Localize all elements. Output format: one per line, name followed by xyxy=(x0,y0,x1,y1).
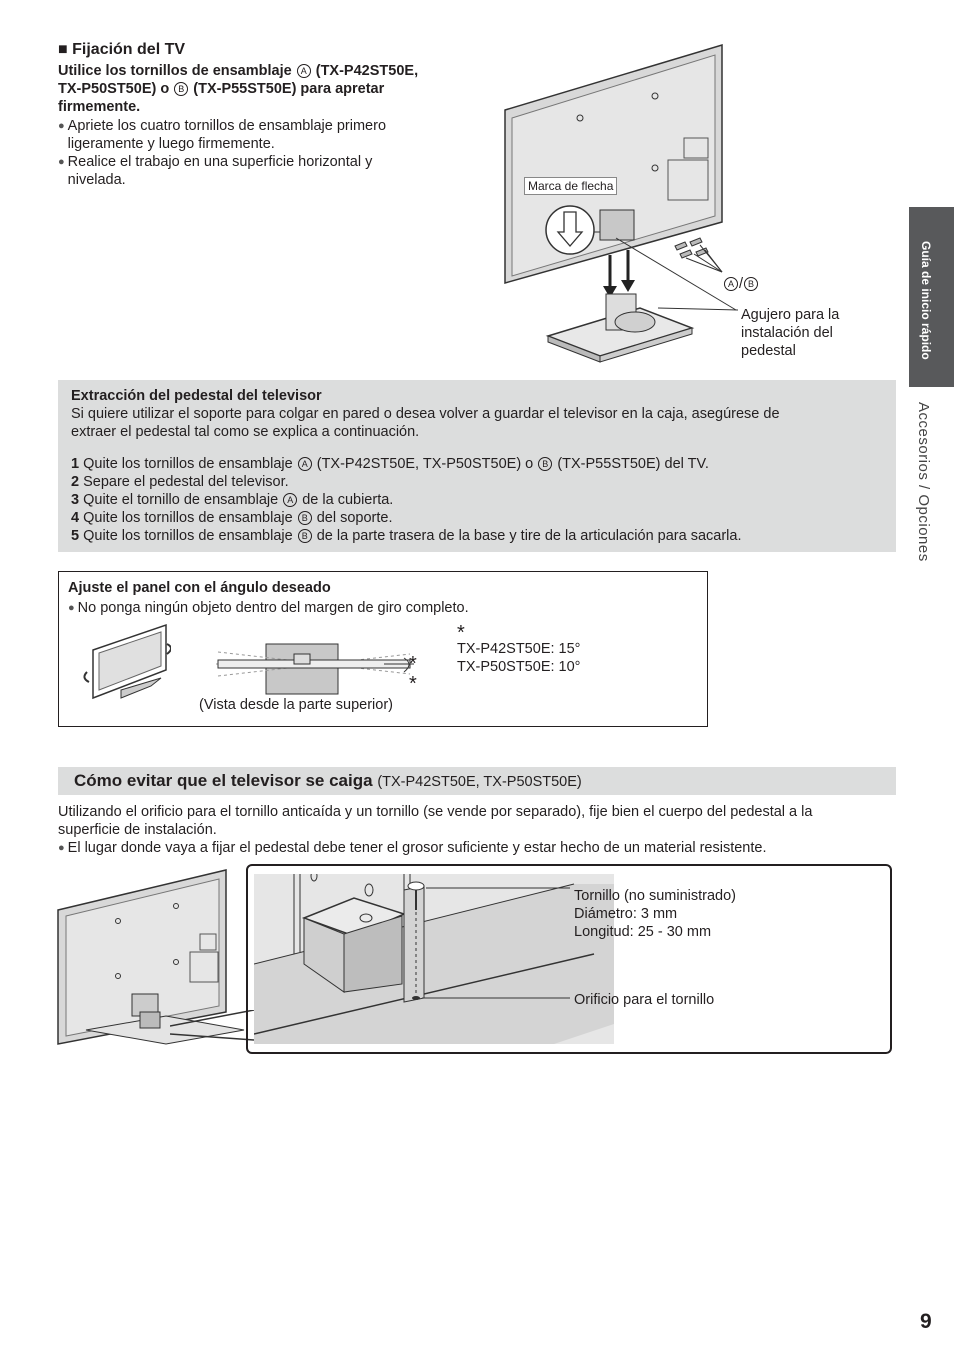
extraction-intro: Si quiere utilizar el soporte para colgar en pared o desea volver a guardar el televisor en la caja, asegúrese de extraer el pedestal tal como se explica a continuación. xyxy=(71,406,780,440)
list-item: 4 Quite los tornillos de ensamblaje B del soporte. xyxy=(71,510,393,526)
angle-title: Ajuste el panel con el ángulo deseado xyxy=(68,580,331,596)
list-item: 5 Quite los tornillos de ensamblaje B de la parte trasera de la base y tire de la articulación para sacarla. xyxy=(71,528,742,544)
screws-label: A / B xyxy=(723,275,759,293)
side-tab-section: Accesorios / Opciones xyxy=(915,402,932,562)
list-item: 3 Quite el tornillo de ensamblaje A de la cubierta. xyxy=(71,492,394,508)
pedestal-hole-label: Agujero para la instalación del pedestal xyxy=(741,307,840,359)
list-item: 2 Separe el pedestal del televisor. xyxy=(71,474,289,490)
square-bullet-icon: ■ xyxy=(58,41,68,58)
fixing-bullets xyxy=(58,117,458,189)
screw-a-symbol: A xyxy=(297,64,311,78)
list-item: ● Realice el trabajo en una superficie horizontal y nivelada. xyxy=(58,154,373,188)
fixing-title: ■ Fijación del TV xyxy=(58,41,186,58)
asterisk-mark: * xyxy=(409,653,417,675)
tv-swivel-illustration xyxy=(81,620,171,704)
prevent-title: Cómo evitar que el televisor se caiga (TX-P42ST50E, TX-P50ST50E) xyxy=(74,771,582,790)
list-item: ● El lugar donde vaya a fijar el pedestal debe tener el grosor suficiente y estar hecho de un material resistente. xyxy=(58,840,767,856)
asterisk-mark: * xyxy=(457,622,465,644)
list-item: 1 Quite los tornillos de ensamblaje A (TX-P42ST50E, TX-P50ST50E) o B (TX-P55ST50E) del TV. xyxy=(71,456,709,472)
top-view-rotation-diagram xyxy=(214,630,424,700)
list-item: ● Apriete los cuatro tornillos de ensamblaje primero ligeramente y luego firmemente. xyxy=(58,118,387,152)
screw-spec: Tornillo (no suministrado) Diámetro: 3 mm Longitud: 25 - 30 mm xyxy=(574,888,736,940)
callout-lines xyxy=(440,886,574,1006)
prevent-body: Utilizando el orificio para el tornillo anticaída y un tornillo (se vende por separado), fije bien el cuerpo del pedestal a la superficie de instalación. ● El lugar donde vaya a fijar el pedestal debe tener el grosor suficiente y estar hecho de un material resistente. xyxy=(58,803,898,857)
prevent-fall-header xyxy=(58,767,896,795)
top-view-caption: (Vista desde la parte superior) xyxy=(199,697,393,713)
angle-note: TX-P42ST50E: 15° TX-P50ST50E: 10° xyxy=(457,641,581,675)
asterisk-mark: * xyxy=(409,673,417,695)
angle-section xyxy=(58,571,708,727)
extraction-section xyxy=(58,380,896,552)
angle-bullet: ● No ponga ningún objeto dentro del margen de giro completo. xyxy=(68,600,469,616)
side-tab-quick-guide: Guía de inicio rápido xyxy=(909,207,954,387)
extraction-steps xyxy=(71,455,891,545)
page-number: 9 xyxy=(920,1310,932,1333)
arrow-mark-label: Marca de flecha xyxy=(524,177,617,195)
fixing-instruction: Utilice los tornillos de ensamblaje A (TX-P42ST50E, TX-P50ST50E) o B (TX-P55ST50E) para apretar firmemente. xyxy=(58,63,419,115)
screw-hole-label: Orificio para el tornillo xyxy=(574,992,715,1008)
screw-b-symbol: B xyxy=(174,82,188,96)
extraction-title: Extracción del pedestal del televisor xyxy=(71,388,322,404)
